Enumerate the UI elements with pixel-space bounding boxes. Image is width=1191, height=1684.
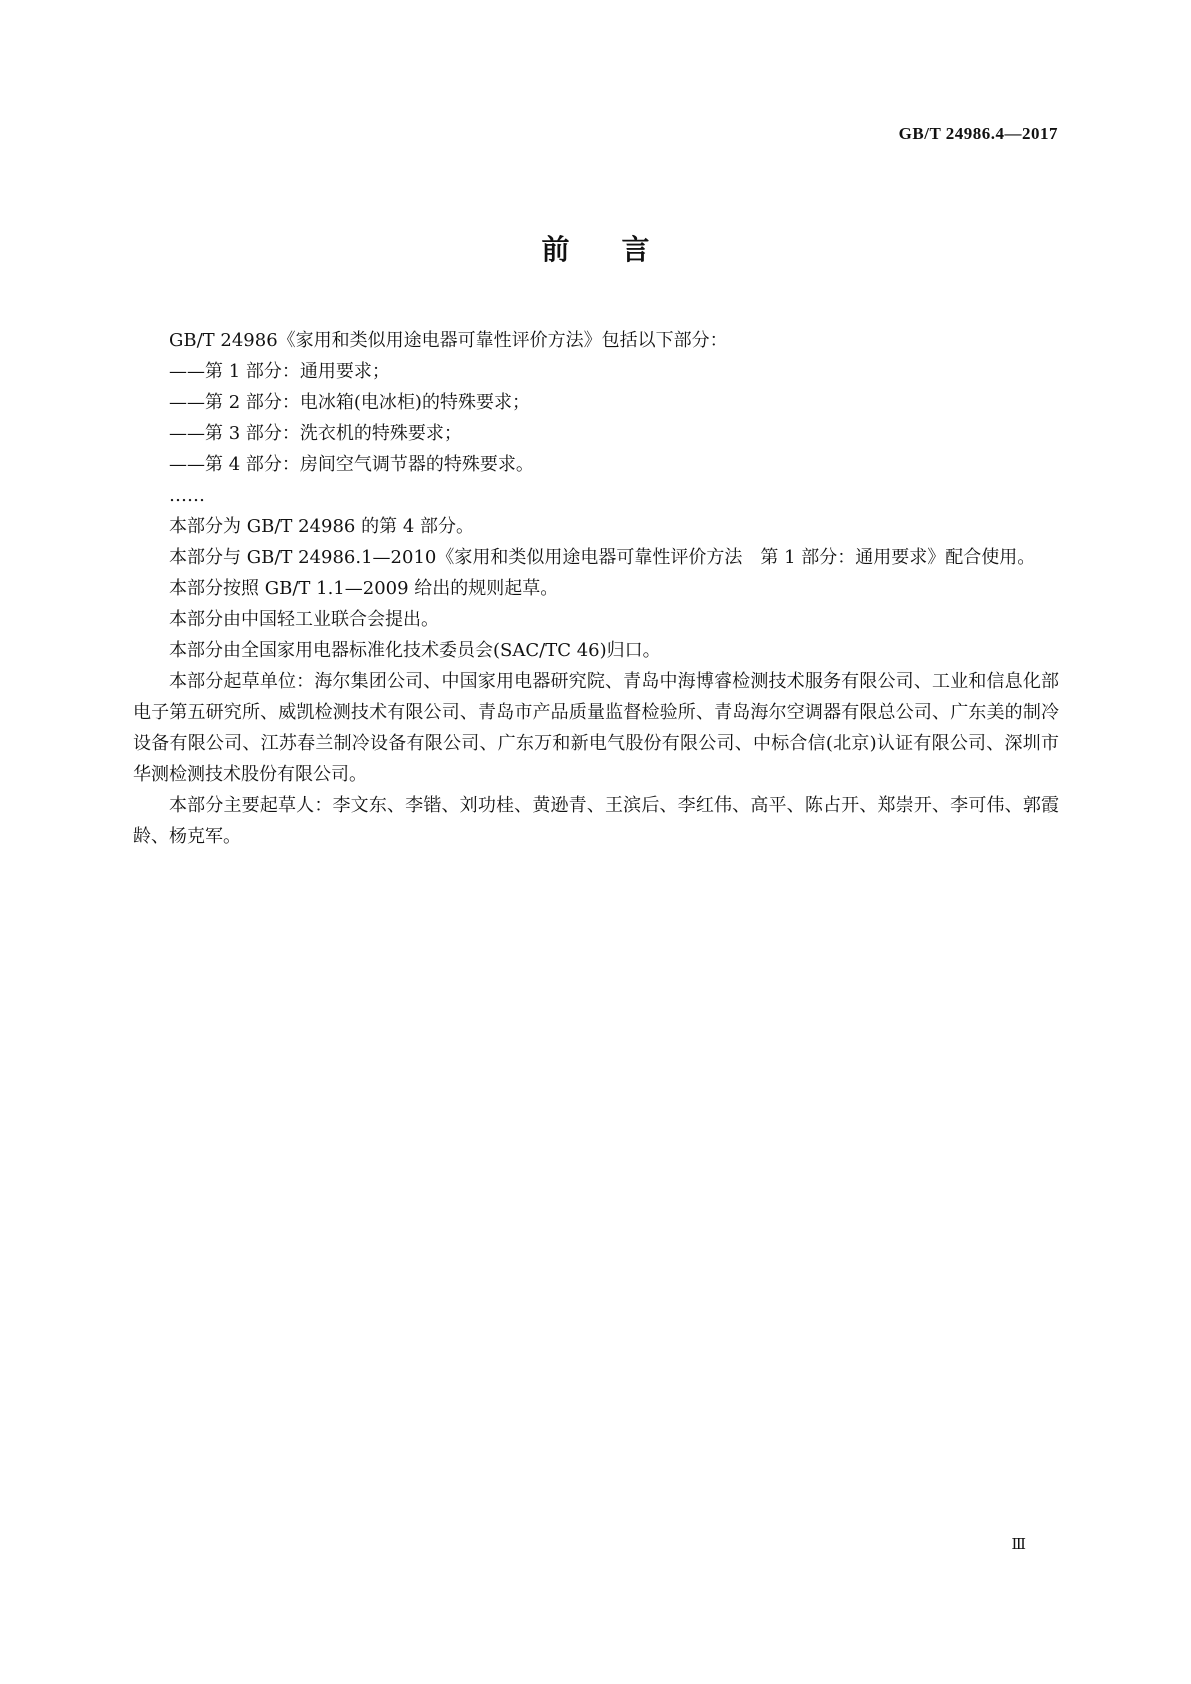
- paragraph-drafting-rules: 本部分按照 GB/T 1.1—2009 给出的规则起草。: [169, 578, 559, 599]
- part-item-4: ——第 4 部分：房间空气调节器的特殊要求。: [169, 454, 534, 475]
- part-item-2: ——第 2 部分：电冰箱(电冰柜)的特殊要求；: [169, 392, 530, 413]
- standard-code: GB/T 24986.4—2017: [898, 124, 1058, 143]
- paragraph-part-number: 本部分为 GB/T 24986 的第 4 部分。: [169, 516, 474, 537]
- document-body: [133, 325, 1059, 852]
- paragraph-used-with: 本部分与 GB/T 24986.1—2010《家用和类似用途电器可靠性评价方法 第 1 部分：通用要求》配合使用。: [169, 547, 1036, 568]
- paragraph-proposed-by: 本部分由中国轻工业联合会提出。: [169, 609, 439, 630]
- page-title: 前言: [541, 233, 702, 266]
- part-item-1: ——第 1 部分：通用要求；: [169, 361, 390, 382]
- ellipsis: ……: [169, 485, 205, 506]
- part-item-3: ——第 3 部分：洗衣机的特殊要求；: [169, 423, 462, 444]
- intro-paragraph: GB/T 24986《家用和类似用途电器可靠性评价方法》包括以下部分：: [169, 330, 728, 351]
- page-number: Ⅲ: [1011, 1537, 1026, 1553]
- paragraph-drafters: 本部分主要起草人：李文东、李锴、刘功桂、黄逊青、王滨后、李红伟、高平、陈占开、郑崇开、李可伟、郭霞龄、杨克军。: [133, 795, 1059, 847]
- paragraph-drafting-units: 本部分起草单位：海尔集团公司、中国家用电器研究院、青岛中海博睿检测技术服务有限公司、工业和信息化部电子第五研究所、威凯检测技术有限公司、青岛市产品质量监督检验所、青岛海尔空调器有限总公司、广东美的制冷设备有限公司、江苏春兰制冷设备有限公司、广东万和新电气股份有限公司、中标合信(北京)认证有限公司、深圳市华测检测技术股份有限公司。: [133, 671, 1059, 785]
- paragraph-under-jurisdiction: 本部分由全国家用电器标准化技术委员会(SAC/TC 46)归口。: [169, 640, 661, 661]
